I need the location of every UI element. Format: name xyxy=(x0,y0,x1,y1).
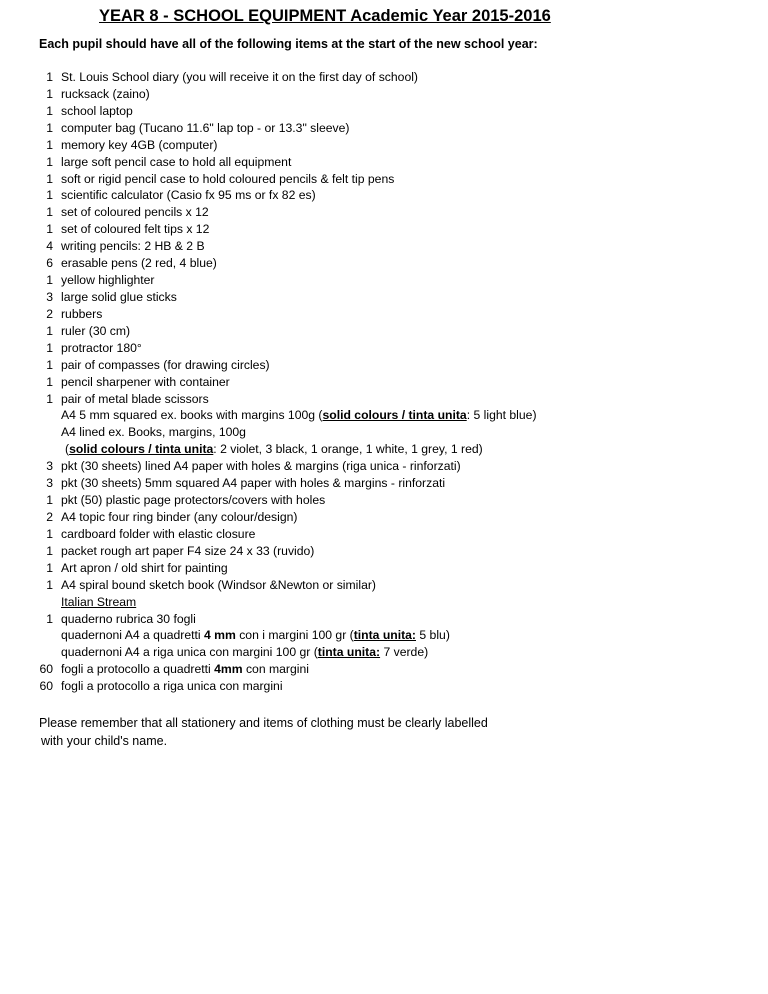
item-text: pkt (30 sheets) 5mm squared A4 paper with holes & margins - rinforzati xyxy=(61,476,446,491)
page-subtitle: Each pupil should have all of the following items at the start of the new school year: xyxy=(39,37,538,51)
item-quantity: 4 xyxy=(46,239,53,254)
item-quantity: 1 xyxy=(46,391,53,406)
text-segment: 7 verde) xyxy=(380,645,429,660)
item-quantity: 1 xyxy=(46,560,53,575)
text-segment: quadernoni A4 a riga unica con margini 100 gr ( xyxy=(61,645,318,660)
list-item xyxy=(0,661,768,678)
item-text: A4 topic four ring binder (any colour/design) xyxy=(61,509,298,524)
item-quantity: 1 xyxy=(46,374,53,389)
item-text: Art apron / old shirt for painting xyxy=(61,560,228,575)
item-quantity: 1 xyxy=(46,103,53,118)
list-item xyxy=(0,611,768,628)
item-quantity: 1 xyxy=(46,188,53,203)
item-text xyxy=(61,407,537,424)
item-text: pencil sharpener with container xyxy=(61,374,230,389)
item-text: cardboard folder with elastic closure xyxy=(61,526,256,541)
underlined-text: solid colours / tinta unita xyxy=(69,442,214,457)
note-line: Please remember that all stationery and items of clothing must be clearly labelled xyxy=(39,716,488,730)
list-item xyxy=(0,255,768,272)
item-quantity: 2 xyxy=(46,306,53,321)
list-item xyxy=(0,391,768,408)
italian-stream-heading: Italian Stream xyxy=(61,594,137,609)
item-text: yellow highlighter xyxy=(61,273,155,288)
underlined-text: tinta unita: xyxy=(317,645,381,660)
list-item xyxy=(0,424,768,441)
item-text: pair of compasses (for drawing circles) xyxy=(61,357,270,372)
item-quantity: 60 xyxy=(39,662,53,677)
item-quantity: 1 xyxy=(46,154,53,169)
item-text xyxy=(65,441,483,458)
item-text: writing pencils: 2 HB & 2 B xyxy=(61,239,205,254)
list-item xyxy=(0,458,768,475)
list-item xyxy=(0,577,768,594)
item-text: protractor 180° xyxy=(61,340,142,355)
item-text: large solid glue sticks xyxy=(61,289,177,304)
text-segment: con margini xyxy=(242,662,309,677)
list-item xyxy=(0,627,768,644)
item-text xyxy=(61,644,428,661)
list-item xyxy=(0,407,768,424)
item-quantity: 1 xyxy=(46,171,53,186)
item-text: soft or rigid pencil case to hold coloured pencils & felt tip pens xyxy=(61,171,395,186)
list-item xyxy=(0,120,768,137)
item-quantity: 1 xyxy=(46,273,53,288)
list-item xyxy=(0,374,768,391)
list-item xyxy=(0,323,768,340)
item-quantity: 1 xyxy=(46,543,53,558)
list-item xyxy=(0,289,768,306)
item-quantity: 1 xyxy=(46,577,53,592)
item-quantity: 1 xyxy=(46,70,53,84)
list-item xyxy=(0,69,768,86)
item-text: school laptop xyxy=(61,103,133,118)
item-text: computer bag (Tucano 11.6" lap top - or 13.3" sleeve) xyxy=(61,120,350,135)
text-segment: ( xyxy=(65,442,70,457)
list-item xyxy=(0,509,768,526)
item-quantity: 1 xyxy=(46,222,53,237)
item-text xyxy=(61,627,450,644)
list-item xyxy=(0,204,768,221)
list-item xyxy=(0,306,768,323)
text-segment: fogli a protocollo a quadretti xyxy=(61,662,215,677)
item-quantity: 3 xyxy=(46,476,53,491)
item-text: erasable pens (2 red, 4 blue) xyxy=(61,256,217,271)
item-quantity: 1 xyxy=(46,205,53,220)
item-text: St. Louis School diary (you will receive it on the first day of school) xyxy=(61,70,418,84)
item-text: packet rough art paper F4 size 24 x 33 (ruvido) xyxy=(61,543,315,558)
item-text: A4 spiral bound sketch book (Windsor &Newton or similar) xyxy=(61,577,376,592)
text-segment: 5 blu) xyxy=(416,628,450,643)
item-text: scientific calculator (Casio fx 95 ms or fx 82 es) xyxy=(61,188,316,203)
section-heading-row xyxy=(0,594,768,611)
item-quantity: 3 xyxy=(46,459,53,474)
list-item xyxy=(0,441,768,458)
item-quantity: 2 xyxy=(46,509,53,524)
list-item xyxy=(0,340,768,357)
list-item xyxy=(0,560,768,577)
list-item xyxy=(0,238,768,255)
list-item xyxy=(0,137,768,154)
list-item xyxy=(0,86,768,103)
item-text: rubbers xyxy=(61,306,103,321)
equipment-list xyxy=(0,69,768,695)
text-segment: A4 5 mm squared ex. books with margins 100g ( xyxy=(61,408,323,423)
item-text: A4 lined ex. Books, margins, 100g xyxy=(61,425,246,440)
list-item xyxy=(0,154,768,171)
list-item xyxy=(0,221,768,238)
text-segment: : 2 violet, 3 black, 1 orange, 1 white, 1 grey, 1 red) xyxy=(213,442,483,457)
list-item xyxy=(0,171,768,188)
item-text: pkt (50) plastic page protectors/covers with holes xyxy=(61,493,326,508)
item-text: pair of metal blade scissors xyxy=(61,391,209,406)
item-text: memory key 4GB (computer) xyxy=(61,137,218,152)
item-quantity: 1 xyxy=(46,357,53,372)
item-quantity: 1 xyxy=(46,526,53,541)
underlined-text: solid colours / tinta unita xyxy=(322,408,467,423)
item-quantity: 1 xyxy=(46,323,53,338)
item-quantity: 1 xyxy=(46,611,53,626)
bold-text: 4 mm xyxy=(203,628,236,643)
list-item xyxy=(0,272,768,289)
list-item xyxy=(0,678,768,695)
item-text: quaderno rubrica 30 fogli xyxy=(61,611,196,626)
bold-text: 4mm xyxy=(214,662,243,677)
item-quantity: 1 xyxy=(46,86,53,101)
item-text: ruler (30 cm) xyxy=(61,323,131,338)
list-item xyxy=(0,103,768,120)
item-quantity: 1 xyxy=(46,120,53,135)
list-item xyxy=(0,644,768,661)
item-text: fogli a protocollo a riga unica con margini xyxy=(61,679,283,694)
item-text: set of coloured felt tips x 12 xyxy=(61,222,210,237)
item-text: large soft pencil case to hold all equipment xyxy=(61,154,292,169)
list-item xyxy=(0,475,768,492)
page-title: YEAR 8 - SCHOOL EQUIPMENT Academic Year 2015-2016 xyxy=(99,7,551,25)
item-quantity: 3 xyxy=(46,289,53,304)
text-segment: con i margini 100 gr ( xyxy=(235,628,354,643)
note-line: with your child's name. xyxy=(41,733,168,748)
item-text xyxy=(61,661,309,678)
item-text: pkt (30 sheets) lined A4 paper with holes & margins (riga unica - rinforzati) xyxy=(61,459,461,474)
list-item xyxy=(0,543,768,560)
list-item xyxy=(0,357,768,374)
list-item xyxy=(0,526,768,543)
list-item xyxy=(0,187,768,204)
text-segment: quadernoni A4 a quadretti xyxy=(61,628,204,643)
item-text: set of coloured pencils x 12 xyxy=(61,205,209,220)
item-quantity: 1 xyxy=(46,340,53,355)
item-quantity: 60 xyxy=(39,679,53,694)
underlined-text: tinta unita: xyxy=(353,628,416,643)
item-quantity: 1 xyxy=(46,493,53,508)
item-quantity: 6 xyxy=(46,256,53,271)
item-text: rucksack (zaino) xyxy=(61,86,150,101)
labelling-note xyxy=(39,715,488,750)
text-segment: : 5 light blue) xyxy=(466,408,537,423)
item-quantity: 1 xyxy=(46,137,53,152)
list-item xyxy=(0,492,768,509)
